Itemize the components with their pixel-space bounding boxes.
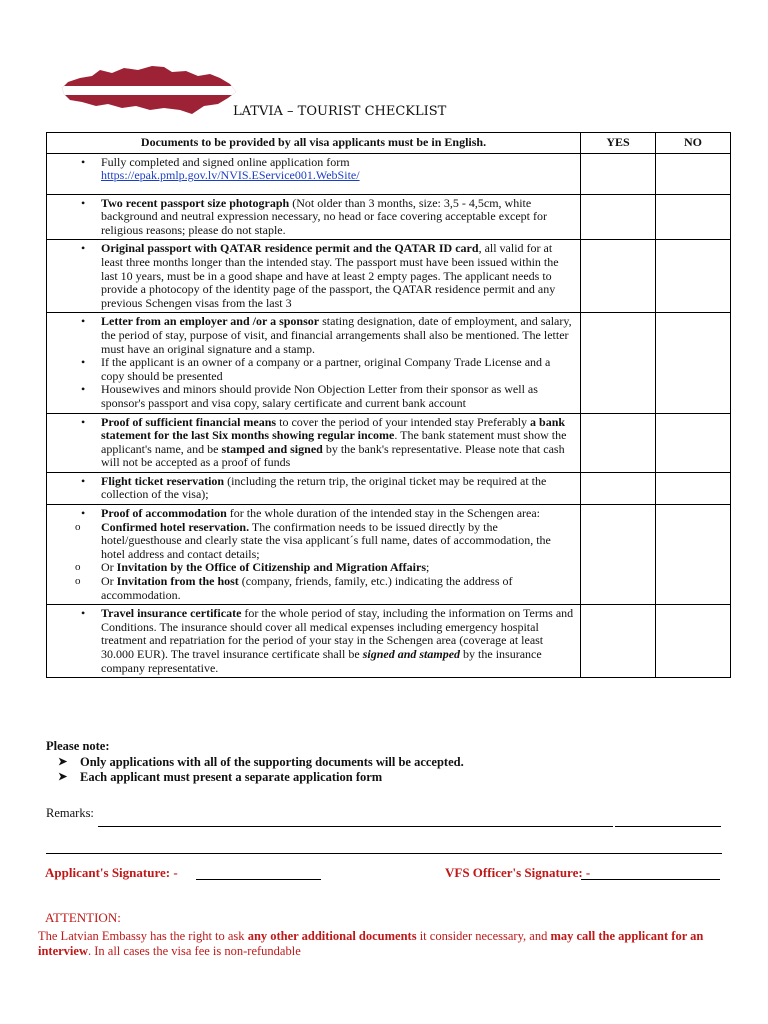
table-header-row [47, 133, 731, 154]
no-cell[interactable] [656, 194, 731, 240]
officer-signature-label: VFS Officer's Signature: - [445, 865, 591, 880]
applicant-signature-line[interactable] [196, 879, 321, 880]
yes-cell[interactable] [581, 313, 656, 413]
remarks-label: Remarks: [46, 806, 94, 820]
please-note-section [46, 739, 464, 786]
item-financial-means: • Proof of sufficient financial means to cover the period of your intended stay Preferably a bank statement for the last Six months showing regular income. The bank statement must show the applicant's name, and be stamped and signed by the bank's representative. Please note that cash will not be accepted as a proof of funds [47, 413, 581, 472]
no-cell[interactable] [656, 605, 731, 678]
note-item: ➤ Each applicant must present a separate application form [80, 770, 464, 786]
item-accommodation: • Proof of accommodation for the whole duration of the intended stay in the Schengen area: o Confirmed hotel reservation. The confirmation needs to be issued directly by the hotel/guesthouse and clearly state the visa applicant´s full name, dates of accommodation, the hotel address and contact details; o Or Invitation by the Office of Citizenship and Migration Affairs; o Or Invitation from the host (company, friends, family, etc.) indicating the address of accommodation. [47, 505, 581, 605]
please-note-label: Please note: [46, 739, 110, 753]
latvia-flag-map-icon [60, 64, 240, 116]
item-employer-letter: • Letter from an employer and /or a sponsor stating designation, date of employment, and salary, the period of stay, purpose of visit, and financial arrangements shall also be mentioned. The letter must have an original signature and a stamp. • If the applicant is an owner of a company or a partner, original Company Trade License and a copy should be presented • Housewives and minors should provide Non Objection Letter from their sponsor as well as sponsor's passport and visa copy, salary certificate and current bank account [47, 313, 581, 413]
officer-signature-line[interactable] [581, 879, 720, 880]
yes-cell[interactable] [581, 605, 656, 678]
no-cell[interactable] [656, 240, 731, 313]
yes-header: YES [581, 133, 656, 154]
note-item: ➤ Only applications with all of the supporting documents will be accepted. [80, 755, 464, 771]
table-row [47, 472, 731, 504]
no-cell[interactable] [656, 505, 731, 605]
remarks-line[interactable] [46, 853, 722, 854]
yes-cell[interactable] [581, 472, 656, 504]
no-cell[interactable] [656, 153, 731, 194]
yes-cell[interactable] [581, 505, 656, 605]
item-flight-ticket: • Flight ticket reservation (including the return trip, the original ticket may be required at the collection of the visa); [47, 472, 581, 504]
table-row [47, 194, 731, 240]
item-application-form: • Fully completed and signed online application form https://epak.pmlp.gov.lv/NVIS.EService001.WebSite/ [47, 153, 581, 194]
remarks-line[interactable] [615, 826, 721, 827]
table-row [47, 313, 731, 413]
no-cell[interactable] [656, 313, 731, 413]
table-row [47, 153, 731, 194]
table-row [47, 505, 731, 605]
remarks-line[interactable] [98, 826, 613, 827]
no-cell[interactable] [656, 472, 731, 504]
attention-label: ATTENTION: [45, 910, 121, 925]
table-row [47, 605, 731, 678]
page-title: LATVIA – TOURIST CHECKLIST [233, 104, 447, 119]
yes-cell[interactable] [581, 194, 656, 240]
documents-header: Documents to be provided by all visa applicants must be in English. [47, 133, 581, 154]
item-passport: • Original passport with QATAR residence permit and the QATAR ID card, all valid for at least three months longer than the intended stay. The passport must have been issued within the last 10 years, must be in a good shape and have at least 2 empty pages. The applicant needs to provide a photocopy of the identity page of the passport, the QATAR residence permit and any previous Schengen visas from the last 3 [47, 240, 581, 313]
no-header: NO [656, 133, 731, 154]
table-row [47, 413, 731, 472]
yes-cell[interactable] [581, 240, 656, 313]
item-photograph: • Two recent passport size photograph (Not older than 3 months, size: 3,5 - 4,5cm, white background and neutral expression necessary, no head or face covering acceptable except for religious reasons; please do not staple. [47, 194, 581, 240]
yes-cell[interactable] [581, 153, 656, 194]
checklist-table [46, 132, 731, 678]
attention-text: The Latvian Embassy has the right to ask any other additional documents it consider necessary, and may call the applicant for an interview. In all cases the visa fee is non-refundable [38, 929, 704, 958]
application-form-link[interactable]: https://epak.pmlp.gov.lv/NVIS.EService001.WebSite/ [101, 168, 360, 183]
yes-cell[interactable] [581, 413, 656, 472]
table-row [47, 240, 731, 313]
applicant-signature-label: Applicant's Signature: - [45, 865, 178, 880]
item-travel-insurance: • Travel insurance certificate for the whole period of stay, including the information on Terms and Conditions. The insurance should cover all medical expenses including emergency hospital treatment and repatriation for the period of your stay in the Schengen area (coverage at least 30.000 EUR). The travel insurance certificate shall be signed and stamped by the insurance company representative. [47, 605, 581, 678]
no-cell[interactable] [656, 413, 731, 472]
